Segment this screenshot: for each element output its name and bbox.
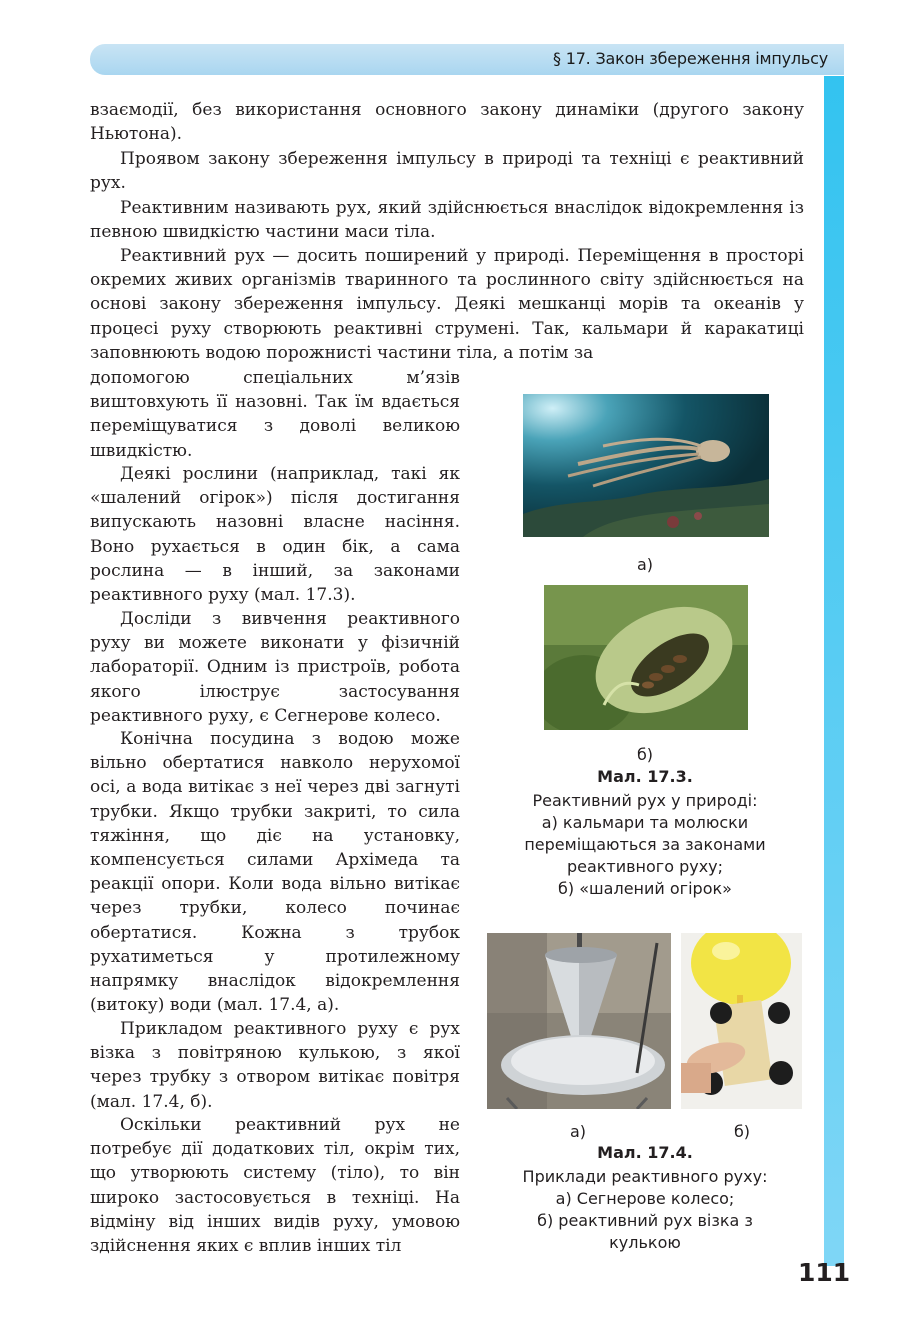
figure-17-3-title: Мал. 17.3.	[597, 767, 693, 786]
paragraph-4: Реактивний рух — досить поширений у природі. Переміщення в просторі окремих живих організмів тваринного та рослинного світу здійснюється на основі закону збереження імпульсу. Деякі мешканці морів та океанів у процесі руху створюють реактивні струмені. Так, кальмари й каракатиці заповнюють водою порожнисті частини тіла, а потім за	[90, 246, 804, 363]
paragraph-5: Деякі рослини (наприклад, такі як «шалений огірок») після достигання випускають назовні власне насіння. Воно рухається в один бік, а сама рослина — в інший, за законами реактивного руху (мал. 17.3).	[90, 464, 460, 606]
figure-17-4-title: Мал. 17.4.	[597, 1143, 693, 1162]
caption-line: б) реактивний рух візка з	[537, 1211, 753, 1230]
caption-line: а) Сегнерове колесо;	[555, 1189, 735, 1208]
paragraph-6: Досліди з вивчення реактивного руху ви можете виконати у фізичній лабораторії. Одним із пристроїв, робота якого ілюструє застосування реактивного руху, є Сегнерове колесо.	[90, 609, 460, 726]
paragraph-1: взаємодії, без використання основного закону динаміки (другого закону Ньютона).	[90, 100, 804, 145]
section-title: § 17. Закон збереження імпульсу	[553, 49, 828, 68]
figure-17-4-label-a: а)	[569, 1122, 587, 1141]
caption-line: Реактивний рух у природі:	[532, 791, 758, 810]
squirting-cucumber-photo	[544, 585, 748, 730]
paragraph-2: Проявом закону збереження імпульсу в природі та техніці є реактивний рух.	[90, 149, 804, 194]
page-number: 111	[798, 1258, 851, 1287]
side-stripe	[824, 76, 844, 1266]
caption-line: кулькою	[609, 1233, 681, 1252]
balloon-car-photo	[681, 933, 802, 1109]
figure-17-3-caption	[490, 790, 800, 900]
paragraph-7: Конічна посудина з водою може вільно обертатися навколо нерухомої осі, а вода витікає з неї через дві загнуті трубки. Якщо трубки закриті, то сила тяжіння, що діє на установку, компенсується силами Архімеда та реакції опори. Коли вода вільно витікає через трубки, колесо починає обертатися. Кожна з трубок рухатиметься у протилежному напрямку внаслідок відокремлення (витоку) води (мал. 17.4, а).	[90, 729, 460, 1016]
paragraph-3: Реактивним називають рух, який здійснюється внаслідок відокремлення із певною швидкістю частини маси тіла.	[90, 198, 804, 243]
figure-17-4-caption	[490, 1166, 800, 1254]
octopus-photo	[523, 394, 769, 537]
caption-line: б) «шалений огірок»	[558, 879, 732, 898]
figure-17-3-label-b: б)	[636, 745, 654, 764]
caption-line: а) кальмари та молюски	[541, 813, 749, 832]
figure-17-3-label-a: а)	[636, 555, 654, 574]
caption-line: Приклади реактивного руху:	[522, 1167, 768, 1186]
paragraph-4-continued: допомогою спеціальних м’язів виштовхують її назовні. Так їм вдається переміщуватися з доволі великою швидкістю.	[90, 368, 460, 461]
figure-17-4-label-b: б)	[733, 1122, 751, 1141]
segner-wheel-photo	[487, 933, 671, 1109]
paragraph-8: Прикладом реактивного руху є рух візка з повітряною кулькою, з якої через трубку з отвором витікає повітря (мал. 17.4, б).	[90, 1019, 460, 1112]
caption-line: реактивного руху;	[566, 857, 724, 876]
paragraph-9: Оскільки реактивний рух не потребує дії додаткових тіл, окрім тих, що утворюють систему (тіло), то він широко застосовується в техніці. На відміну від інших видів руху, умовою здійснення яких є вплив інших тіл	[90, 1115, 460, 1257]
caption-line: переміщаються за законами	[524, 835, 766, 854]
header-bar	[90, 44, 844, 75]
